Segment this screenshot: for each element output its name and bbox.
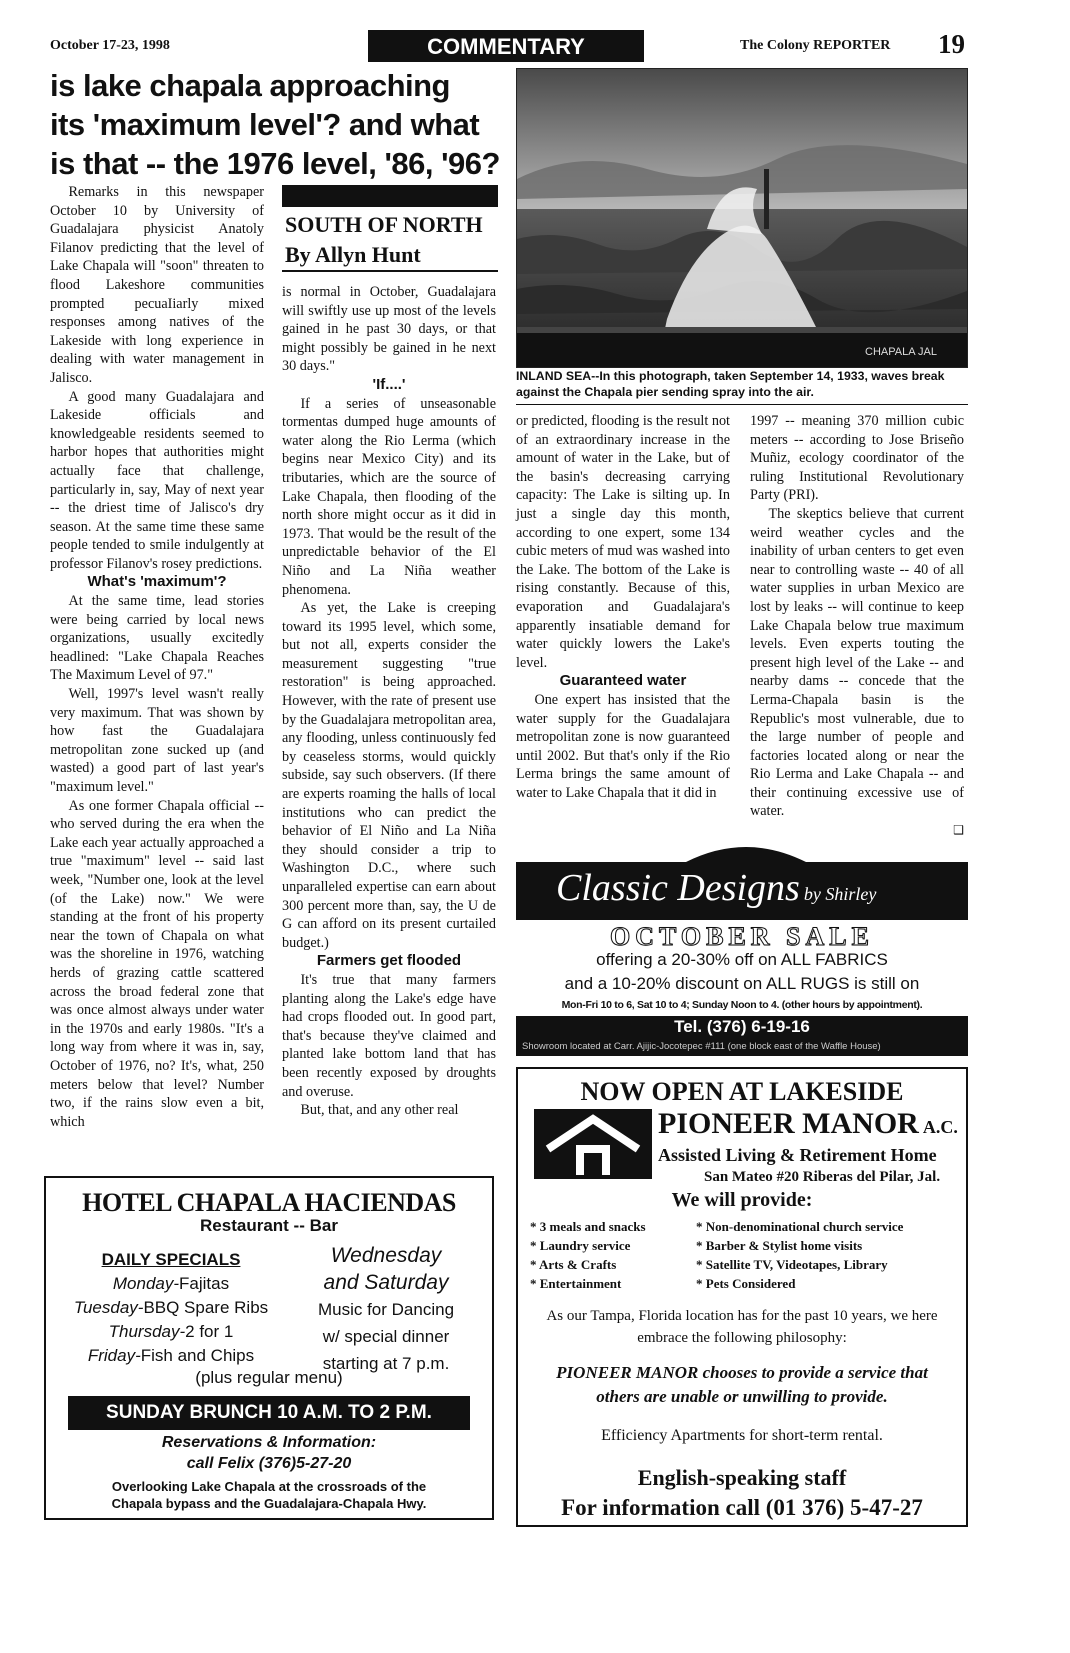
music-line: w/ special dinner (322, 1327, 450, 1346)
page-number: 19 (938, 29, 965, 59)
special-item: Tuesday-BBQ Spare Ribs (73, 1298, 269, 1317)
service-item: * Non-denominational church service (696, 1219, 904, 1234)
column-title: SOUTH OF NORTH (285, 212, 483, 237)
paragraph: It's true that many farmers planting along the Lake's edge have had crops flooded out. In good part, that's because they've claimed and planted lake bottom land that has been recently exposed by droughts and overuse. (282, 971, 496, 1100)
specials-title: DAILY SPECIALS (101, 1250, 241, 1269)
sale-line-2: and a 10-20% discount on ALL RUGS is still on (564, 974, 920, 993)
specials-list (66, 1248, 276, 1368)
music-line: Music for Dancing (317, 1300, 455, 1319)
paragraph: If a series of unseasonable tormentas dumped huge amounts of water along the Rio Lerma (which begins near Mexico City) and its tributaries, which are the source of Lake Chapala, then flooding of the north shore might occur as it did in 1973. That would be the result of the unpredictable behavior of the El Niño and La Niña weather phenomena. (282, 395, 496, 598)
article-column-1 (50, 183, 264, 1131)
article-column-4 (750, 412, 964, 840)
photo-caption: INLAND SEA--In this photograph, taken September 14, 1933, waves break against the Chapala pier sending spray into the air. (516, 369, 945, 399)
english-staff: English-speaking staff (637, 1465, 847, 1490)
hotel-sub: Restaurant -- Bar (200, 1216, 338, 1235)
headline-line: its 'maximum level'? and what (50, 107, 480, 142)
paragraph: At the same time, lead stories were being carried by local news organizations, usually excitedly headlined: "Lake Chapala Reaches The Maximum Level of 97." (50, 593, 264, 684)
paragraph: But, that, and any other real (300, 1102, 459, 1119)
sale-line-1: offering a 20-30% off on ALL FABRICS (596, 950, 888, 969)
sale-banner: OCTOBER SALE (610, 922, 874, 951)
photo-frame (516, 68, 968, 368)
hotel-ad (44, 1176, 494, 1520)
tampa-text: As our Tampa, Florida location has for the past 10 years, we here embrace the following philosophy: (546, 1308, 938, 1346)
paragraph: Well, 1997's level wasn't really very maximum. That was shown by how fast the Guadalajara metropolitan zone sucked up (and wasted) a good part of last year's "maximum level." (50, 686, 264, 795)
headline (50, 66, 520, 183)
paragraph: As one former Chapala official -- who served during the era when the Lake each year actually approached a true "maximum" level -- said last week, "Number one, look at the level (of the Lake) now." We were standing at the front of his property near the town of Chapala on what was the shoreline in 1976, watching herds of grazing cattle scattered across the broad federal zone that was once almost always under water in the 1970s and early 1980s. "It's a long way from where it was in, say, October of 1976, no? It's, what, 250 meters below that level? Number two, if the rains slow even a bit, which (50, 797, 264, 1130)
manor-address: San Mateo #20 Riberas del Pilar, Jal. (704, 1169, 941, 1185)
location-line: Overlooking Lake Chapala at the crossroads of the (111, 1479, 427, 1494)
issue-date: October 17-23, 1998 (50, 38, 170, 53)
sat-line: and Saturday (323, 1271, 449, 1294)
paragraph: is normal in October, Guadalajara will swiftly use up most of the levels gained in he past 30 days, or that might possibly be gained in he next 30 days." (282, 284, 496, 375)
philosophy: PIONEER MANOR chooses to provide a service that others are unable or unwilling to provide. (556, 1363, 928, 1406)
service-item: * Laundry service (530, 1238, 631, 1253)
section-banner: COMMENTARY (368, 30, 644, 62)
special-item: Friday-Fish and Chips (87, 1346, 255, 1365)
now-open: NOW OPEN AT LAKESIDE (580, 1077, 904, 1106)
wed-line: Wednesday (330, 1244, 442, 1267)
service-item: * Arts & Crafts (530, 1257, 617, 1272)
services-left (530, 1217, 690, 1293)
paper-name: The Colony REPORTER (740, 38, 891, 53)
paragraph: or predicted, flooding is the result not of an extraordinary increase in the amount of water in the Lake, but of the basin's decreasing carrying capacity: The Lake is silting up. In just a single day this month, according to one expert, some 134 cubic meters of mud was washed into the Lake. The bottom of the Lake is rising constantly. Because of this, evaporation and Guadalajara's apparently insatiable demand for water quickly lowers the Lake's level. (516, 413, 730, 671)
hotel-name: HOTEL CHAPALA HACIENDAS (82, 1188, 456, 1217)
manor-tagline: Assisted Living & Retirement Home (658, 1145, 937, 1165)
hotel-location (46, 1478, 492, 1512)
caption-rule (516, 404, 968, 405)
service-item: * Entertainment (530, 1276, 622, 1291)
subheading: What's 'maximum'? (87, 573, 227, 591)
byline: By Allyn Hunt (285, 242, 421, 267)
paragraph: A good many Guadalajara and Lakeside officials and knowledgeable residents seemed to harbor hopes that authorities might actually face that challenge, particularly in, say, May of next year -- the driest time of Jalisco's dry season. At the same time these same people tended to smile indulgently at professor Filanov's rosey predictions. (50, 388, 264, 572)
shop-title: Classic Designs (556, 867, 800, 909)
byline-rule (282, 270, 498, 272)
efficiency-apartments: Efficiency Apartments for short-term rental. (601, 1427, 883, 1444)
service-item: * 3 meals and snacks (530, 1219, 646, 1234)
photo-sign: CHAPALA JAL (865, 346, 937, 358)
location-line: Chapala bypass and the Guadalajara-Chapala Hwy. (111, 1496, 427, 1511)
music-line: starting at 7 p.m. (322, 1354, 450, 1373)
article-column-3 (516, 412, 730, 802)
shop-by: by Shirley (803, 884, 877, 904)
house-logo (534, 1109, 652, 1179)
info-phone: For information call (01 376) 5-47-27 (561, 1495, 923, 1520)
services-right (696, 1217, 960, 1293)
column-logo-bar (282, 185, 498, 207)
paragraph: The skeptics believe that current weird weather cycles and the inability of urban centers to get even near to controlling waste -- 40 of all water supplies in urban Mexico are lost by leaks -- will continue to keep Lake Chapala below true maximum levels. Even experts touting the present high level of the Lake -- and nearby dams -- concede that the Lerma-Chapala basin is the Republic's most vulnerable, due to the large number of people and factories located along or near the Rio Lerma and Lake Chapala -- and their continuing excessive use of water. (750, 505, 964, 820)
hotel-phone: call Felix (376)5-27-20 (186, 1455, 352, 1472)
service-item: * Barber & Stylist home visits (696, 1238, 863, 1253)
headline-line: is that -- the 1976 level, '86, '96? (50, 146, 500, 181)
subheading: Farmers get flooded (316, 952, 462, 970)
article-column-2 (282, 283, 496, 1120)
paragraph: One expert has insisted that the water supply for the Guadalajara metropolitan zone is now guaranteed until 2002. But that's only if the Rio Lerma brings the same amount of water to Lake Chapala that it did in (516, 691, 730, 801)
pier-wave-photo (517, 69, 967, 367)
regular-menu: (plus regular menu) (195, 1368, 343, 1387)
store-phone: Tel. (376) 6-19-16 (516, 1016, 968, 1038)
special-item: Thursday-2 for 1 (108, 1322, 234, 1341)
paragraph: 1997 -- meaning 370 million cubic meters -- according to Jose Briseño Muñiz, ecology coordinator of the ruling Institutional Revolutionary Party (PRI). (750, 413, 964, 504)
reservations: Reservations & Information: (161, 1434, 377, 1451)
service-item: * Satellite TV, Videotapes, Library (696, 1257, 888, 1272)
showroom: Showroom located at Carr. Ajijic-Jocotepec #111 (one block east of the Waffle House) (516, 1038, 968, 1056)
end-mark: ❑ (953, 823, 964, 838)
store-hours: Mon-Fri 10 to 6, Sat 10 to 4; Sunday Noon to 4. (other hours by appointment). (561, 999, 923, 1011)
pioneer-manor-ad (516, 1067, 968, 1527)
paragraph: Remarks in this newspaper October 10 by University of Guadalajara physicist Anatoly Filanov predicting that the level of Lake Chapala will "soon" threaten to flood Lakeshore communities prompted pecuaIiarly mixed responses among natives of the Lakeside with long experience in dealing with water management in Jalisco. (50, 184, 264, 386)
paragraph: As yet, the Lake is creeping toward its 1995 level, which some, but not all, experts consider the measurement suggesting "true restoration" is being approached. However, with the rate of present use by the Guadalajara metropolitan area, any flooding, unless continuously fed by ceaseless storms, would quickly subside, say such observers. (If there are experts roaming the halls of local institutions who can predict the behavior of El Niño and La Niña they should consider a trip to Washington D.C., where such unparalleled expertise can earn about 300 percent more than, say, the U de G can afford on its present curtailed budget.) (282, 600, 496, 951)
provide-title: We will provide: (671, 1189, 813, 1211)
subheading: Guaranteed water (559, 672, 687, 690)
music-info (286, 1242, 486, 1377)
special-item: Monday-Fajitas (112, 1274, 230, 1293)
headline-line: is lake chapala approaching (50, 68, 450, 103)
manor-name: PIONEER MANOR A.C. (658, 1107, 958, 1140)
subheading: 'If....' (372, 375, 406, 393)
brunch-banner: SUNDAY BRUNCH 10 A.M. TO 2 P.M. (68, 1396, 470, 1430)
shop-name (556, 866, 956, 910)
service-item: * Pets Considered (696, 1276, 796, 1291)
classic-designs-ad (516, 832, 968, 1056)
